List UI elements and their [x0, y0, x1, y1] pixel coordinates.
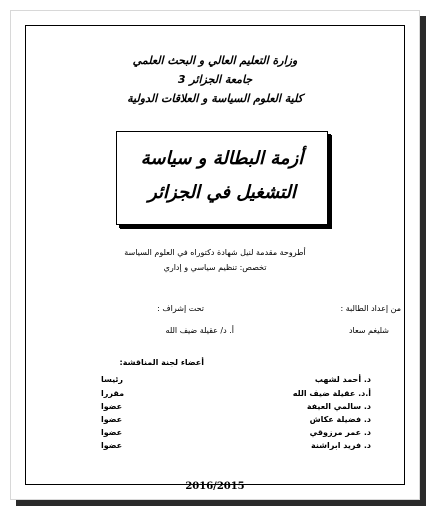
- member-name: د. عمر مرزوقي: [309, 428, 371, 437]
- committee-member-row: [101, 441, 371, 454]
- faculty-name: كلية العلوم السياسة و العلاقات الدولية: [127, 92, 303, 105]
- committee-heading: أعضاء لجنة المناقشة:: [119, 358, 204, 367]
- committee-member-row: [101, 428, 371, 441]
- specialty-text: تخصص: تنظيم سياسي و إداري: [163, 263, 267, 272]
- academic-year: 2016/2015: [185, 481, 245, 492]
- member-role: رئيسا: [101, 375, 124, 384]
- member-name: د. فضيلة عكاش: [309, 415, 371, 424]
- thesis-title-line-2: التشغيل في الجزائر: [148, 182, 296, 203]
- member-name: د. أحمد لشهب: [314, 375, 371, 384]
- student-label: من إعداد الطالبة :: [340, 304, 401, 313]
- supervisor-label: تحت إشراف :: [157, 304, 204, 313]
- thesis-description: أطروحة مقدمة لنيل شهادة دكتوراه في العلوم السياسة: [124, 248, 306, 257]
- thesis-title-box: [116, 131, 328, 225]
- member-name: د. فريد ابراشنة: [310, 441, 371, 450]
- member-name: أ.د. عقيلة ضيف الله: [292, 389, 371, 398]
- member-role: مقررا: [101, 389, 125, 398]
- supervisor-name: أ. د/ عقيلة ضيف الله: [165, 326, 234, 335]
- committee-member-row: [101, 389, 371, 402]
- student-name: شليغم سعاد: [348, 326, 389, 335]
- institution-header: [41, 51, 389, 108]
- university-name: جامعة الجزائر 3: [177, 73, 253, 86]
- member-role: عضوا: [101, 441, 123, 450]
- ministry-name: وزارة التعليم العالي و البحث العلمي: [132, 54, 298, 67]
- member-role: عضوا: [101, 402, 123, 411]
- thesis-cover-page: [10, 10, 420, 500]
- thesis-title-line-1: أزمة البطالة و سياسة: [140, 148, 304, 169]
- committee-member-row: [101, 402, 371, 415]
- member-name: د. سالمي العيفة: [306, 402, 371, 411]
- committee-member-row: [101, 375, 371, 388]
- member-role: عضوا: [101, 428, 123, 437]
- committee-member-row: [101, 415, 371, 428]
- member-role: عضوا: [101, 415, 123, 424]
